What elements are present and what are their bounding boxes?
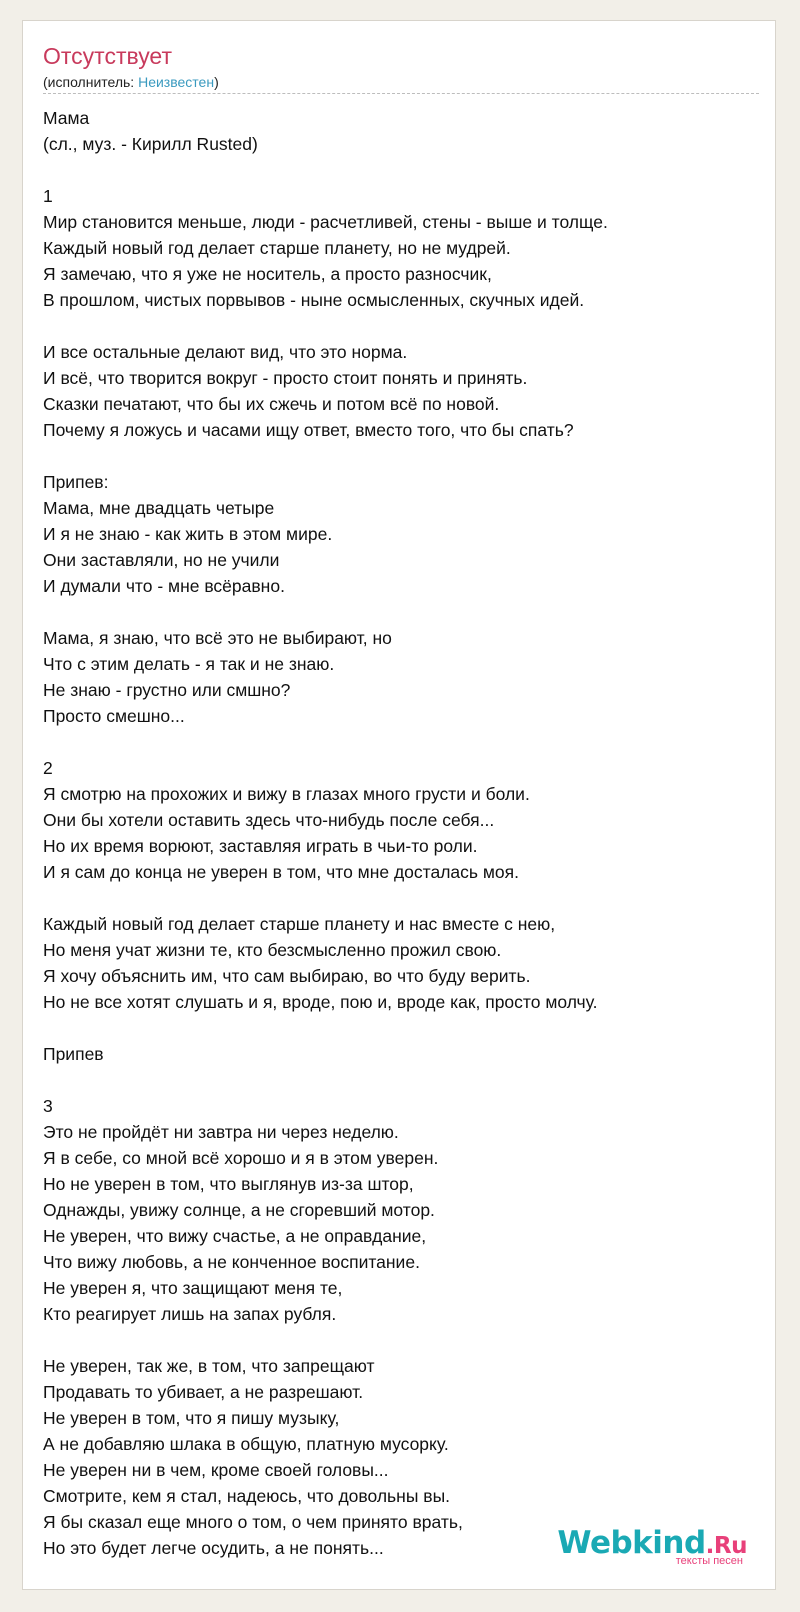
- lyric-line: Мама, я знаю, что всё это не выбирают, но: [43, 628, 392, 648]
- artist-line: [43, 74, 219, 90]
- lyric-line: [43, 1327, 765, 1353]
- lyric-line: Но не все хотят слушать и я, вроде, пою и, вроде как, просто молчу.: [43, 992, 598, 1012]
- lyric-line: Смотрите, кем я стал, надеюсь, что довольны вы.: [43, 1486, 451, 1506]
- lyric-line: [43, 443, 765, 469]
- lyric-line: Кто реагирует лишь на запах рубля.: [43, 1304, 337, 1324]
- lyric-line: Каждый новый год делает старше планету и нас вместе с нею,: [43, 914, 556, 934]
- lyric-line: В прошлом, чистых порвывов - ныне осмысленных, скучных идей.: [43, 290, 585, 310]
- lyric-line: Припев: [43, 1044, 104, 1064]
- lyric-line: Однажды, увижу солнце, а не сгоревший мотор.: [43, 1200, 435, 1220]
- lyric-line: Продавать то убивает, а не разрешают.: [43, 1382, 364, 1402]
- lyric-line: Я бы сказал еще много о том, о чем принято врать,: [43, 1512, 463, 1532]
- lyric-line: Просто смешно...: [43, 706, 185, 726]
- lyric-line: И всё, что творится вокруг - просто стоит понять и принять.: [43, 368, 528, 388]
- lyric-line: [43, 1015, 765, 1041]
- logo-suffix: .Ru: [705, 1533, 747, 1559]
- lyric-line: Почему я ложусь и часами ищу ответ, вместо того, что бы спать?: [43, 420, 574, 440]
- lyric-line: И думали что - мне всёравно.: [43, 576, 285, 596]
- artist-link[interactable]: Неизвестен: [138, 74, 215, 90]
- lyric-line: Не знаю - грустно или смшно?: [43, 680, 291, 700]
- lyric-line: Припев:: [43, 472, 109, 492]
- lyric-line: Не уверен я, что защищают меня те,: [43, 1278, 343, 1298]
- lyric-line: Мама: [43, 108, 90, 128]
- lyric-line: [43, 157, 765, 183]
- lyric-line: Не уверен, что вижу счастье, а не оправдание,: [43, 1226, 427, 1246]
- logo-main: Webkind: [557, 1525, 706, 1561]
- lyric-line: Мама, мне двадцать четыре: [43, 498, 275, 518]
- lyrics-card: [22, 20, 776, 1590]
- lyric-line: Мир становится меньше, люди - расчетливей, стены - выше и толще.: [43, 212, 608, 232]
- lyric-line: Каждый новый год делает старше планету, но не мудрей.: [43, 238, 511, 258]
- lyric-line: Сказки печатают, что бы их сжечь и потом всё по новой.: [43, 394, 500, 414]
- lyric-line: Они бы хотели оставить здесь что-нибудь после себя...: [43, 810, 495, 830]
- lyric-line: Я смотрю на прохожих и вижу в глазах много грусти и боли.: [43, 784, 530, 804]
- lyric-line: Я хочу объяснить им, что сам выбираю, во что буду верить.: [43, 966, 531, 986]
- lyric-line: [43, 599, 765, 625]
- lyric-line: [43, 729, 765, 755]
- lyrics-text: [43, 105, 765, 1561]
- song-title: Отсутствует: [43, 43, 172, 69]
- lyric-line: Не уверен, так же, в том, что запрещают: [43, 1356, 375, 1376]
- lyric-line: [43, 1067, 765, 1093]
- lyric-line: Что с этим делать - я так и не знаю.: [43, 654, 335, 674]
- lyric-line: Это не пройдёт ни завтра ни через неделю.: [43, 1122, 399, 1142]
- lyric-line: Я замечаю, что я уже не носитель, а просто разносчик,: [43, 264, 492, 284]
- lyric-line: Я в себе, со мной всё хорошо и я в этом уверен.: [43, 1148, 439, 1168]
- lyric-line: 1: [43, 186, 53, 206]
- lyric-line: [43, 313, 765, 339]
- lyric-line: Что вижу любовь, а не конченное воспитание.: [43, 1252, 420, 1272]
- lyric-line: (сл., муз. - Кирилл Rusted): [43, 134, 258, 154]
- lyric-line: И все остальные делают вид, что это норма.: [43, 342, 408, 362]
- logo-tagline: тексты песен: [675, 1555, 743, 1567]
- lyric-line: Но это будет легче осудить, а не понять...: [43, 1538, 384, 1558]
- lyric-line: Но их время ворюют, заставляя играть в чьи-то роли.: [43, 836, 478, 856]
- lyric-line: 2: [43, 758, 53, 778]
- lyric-line: Но меня учат жизни те, кто безсмысленно прожил свою.: [43, 940, 502, 960]
- lyric-line: А не добавляю шлака в общую, платную мусорку.: [43, 1434, 449, 1454]
- lyric-line: Но не уверен в том, что выглянув из-за штор,: [43, 1174, 414, 1194]
- artist-suffix: ): [214, 74, 219, 90]
- artist-prefix: (исполнитель:: [43, 74, 139, 90]
- lyric-line: И я не знаю - как жить в этом мире.: [43, 524, 333, 544]
- lyric-line: И я сам до конца не уверен в том, что мне досталась моя.: [43, 862, 519, 882]
- lyric-line: Не уверен в том, что я пишу музыку,: [43, 1408, 340, 1428]
- lyric-line: Не уверен ни в чем, кроме своей головы...: [43, 1460, 389, 1480]
- lyric-line: Они заставляли, но не учили: [43, 550, 280, 570]
- site-logo[interactable]: [557, 1525, 747, 1567]
- header-divider: [43, 93, 759, 94]
- lyric-line: [43, 885, 765, 911]
- lyric-line: 3: [43, 1096, 53, 1116]
